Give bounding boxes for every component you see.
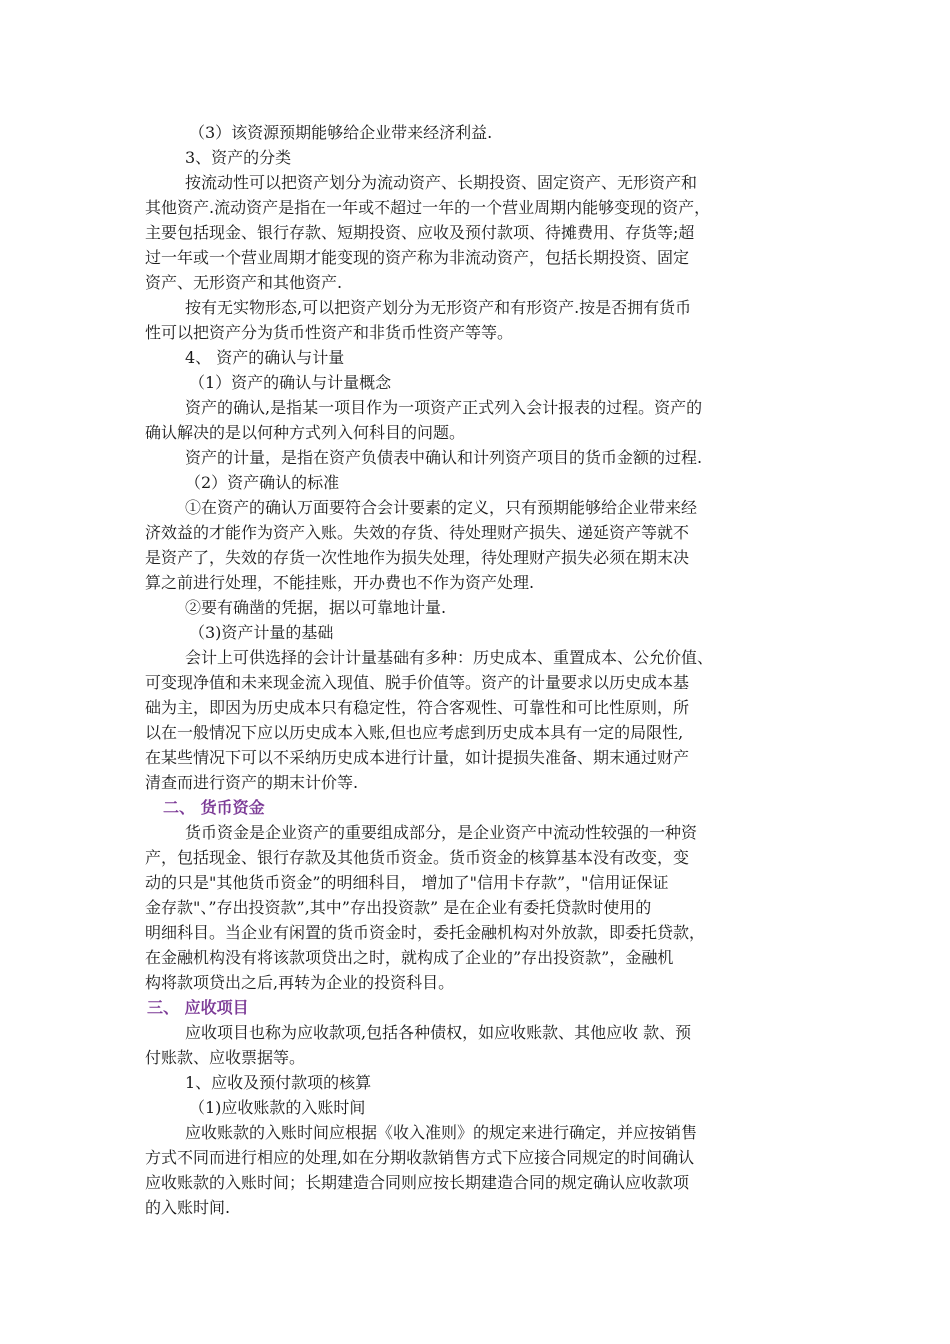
text-line: 资产的计量，是指在资产负债表中确认和计列资产项目的货币金额的过程. bbox=[185, 448, 703, 467]
text-line: 货币资金是企业资产的重要组成部分，是企业资产中流动性较强的一种资 bbox=[185, 823, 698, 842]
text-line: 在某些情况下可以不采纳历史成本进行计量，如计提损失准备、期末通过财产 bbox=[145, 748, 690, 767]
text-line: 明细科目。当企业有闲置的货币资金时，委托金融机构对外放款，即委托贷款， bbox=[145, 923, 706, 942]
text-line: 付账款、应收票据等。 bbox=[145, 1048, 306, 1067]
text-line: （1)应收账款的入账时间 bbox=[189, 1098, 366, 1117]
text-line: 应收账款的入账时间应根据《收入准则》的规定来进行确定，并应按销售 bbox=[185, 1123, 698, 1142]
text-line: 是资产了，失效的存货一次性地作为损失处理，待处理财产损失必须在期末决 bbox=[145, 548, 690, 567]
text-line: （2）资产确认的标准 bbox=[185, 473, 340, 492]
text-line: 主要包括现金、银行存款、短期投资、应收及预付款项、待摊费用、存货等;超 bbox=[145, 223, 695, 242]
text-line: 性可以把资产分为货币性资产和非货币性资产等等。 bbox=[145, 323, 514, 342]
text-line: （3)资产计量的基础 bbox=[189, 623, 334, 642]
text-line: 动的只是"其他货币资金”的明细科目， 增加了"信用卡存款”，"信用证保证 bbox=[145, 873, 669, 892]
text-line: 按有无实物形态,可以把资产划分为无形资产和有形资产.按是否拥有货币 bbox=[185, 298, 692, 317]
text-line: 4、 资产的确认与计量 bbox=[185, 348, 345, 367]
text-line: 应收账款的入账时间；长期建造合同则应按长期建造合同的规定确认应收款项 bbox=[145, 1173, 690, 1192]
text-line: 清查而进行资产的期末计价等. bbox=[145, 773, 359, 792]
text-line: 可变现净值和未来现金流入现值、脱手价值等。资产的计量要求以历史成本基 bbox=[145, 673, 690, 692]
text-line: 应收项目也称为应收款项,包括各种债权，如应收账款、其他应收 款、预 bbox=[185, 1023, 692, 1042]
text-line: 1、应收及预付款项的核算 bbox=[185, 1073, 372, 1092]
text-line: 金存款"、”存出投资款”,其中”存出投资款” 是在企业有委托贷款时使用的 bbox=[145, 898, 652, 917]
text-line: 的入账时间. bbox=[145, 1198, 231, 1217]
document-page bbox=[145, 120, 810, 1220]
text-line: （1）资产的确认与计量概念 bbox=[189, 373, 392, 392]
text-line: 会计上可供选择的会计计量基础有多种：历史成本、重置成本、公允价值、 bbox=[185, 648, 714, 667]
text-line: 在金融机构没有将该款项贷出之时，就构成了企业的”存出投资款”，金融机 bbox=[145, 948, 674, 967]
text-line: 资产、无形资产和其他资产. bbox=[145, 273, 343, 292]
text-line: 确认解决的是以何种方式列入何科目的问题。 bbox=[145, 423, 466, 442]
text-line: 其他资产.流动资产是指在一年或不超过一年的一个营业周期内能够变现的资产， bbox=[145, 198, 711, 217]
text-line: 济效益的才能作为资产入账。失效的存货、待处理财产损失、递延资产等就不 bbox=[145, 523, 690, 542]
text-line: 产，包括现金、银行存款及其他货币资金。货币资金的核算基本没有改变，变 bbox=[145, 848, 690, 867]
section-heading: 三、 应收项目 bbox=[147, 998, 249, 1017]
text-line: 资产的确认,是指某一项目作为一项资产正式列入会计报表的过程。资产的 bbox=[185, 398, 703, 417]
section-heading: 二、 货币资金 bbox=[163, 798, 265, 817]
text-line: 算之前进行处理，不能挂账，开办费也不作为资产处理. bbox=[145, 573, 535, 592]
text-line: 3、资产的分类 bbox=[185, 148, 292, 167]
text-line: 础为主，即因为历史成本只有稳定性，符合客观性、可靠性和可比性原则，所 bbox=[145, 698, 690, 717]
text-line: （3）该资源预期能够给企业带来经济利益. bbox=[189, 123, 493, 142]
text-line: 按流动性可以把资产划分为流动资产、长期投资、固定资产、无形资产和 bbox=[185, 173, 698, 192]
text-line: 以在一般情况下应以历史成本入账,但也应考虑到历史成本具有一定的局限性, bbox=[145, 723, 684, 742]
text-line: ②要有确凿的凭据，据以可靠地计量. bbox=[185, 598, 447, 617]
text-line: 过一年或一个营业周期才能变现的资产称为非流动资产，包括长期投资、固定 bbox=[145, 248, 690, 267]
text-line: ①在资产的确认万面要符合会计要素的定义，只有预期能够给企业带来经 bbox=[185, 498, 698, 517]
text-line: 方式不同而进行相应的处理,如在分期收款销售方式下应接合同规定的时间确认 bbox=[145, 1148, 695, 1167]
text-line: 构将款项贷出之后,再转为企业的投资科目。 bbox=[145, 973, 455, 992]
